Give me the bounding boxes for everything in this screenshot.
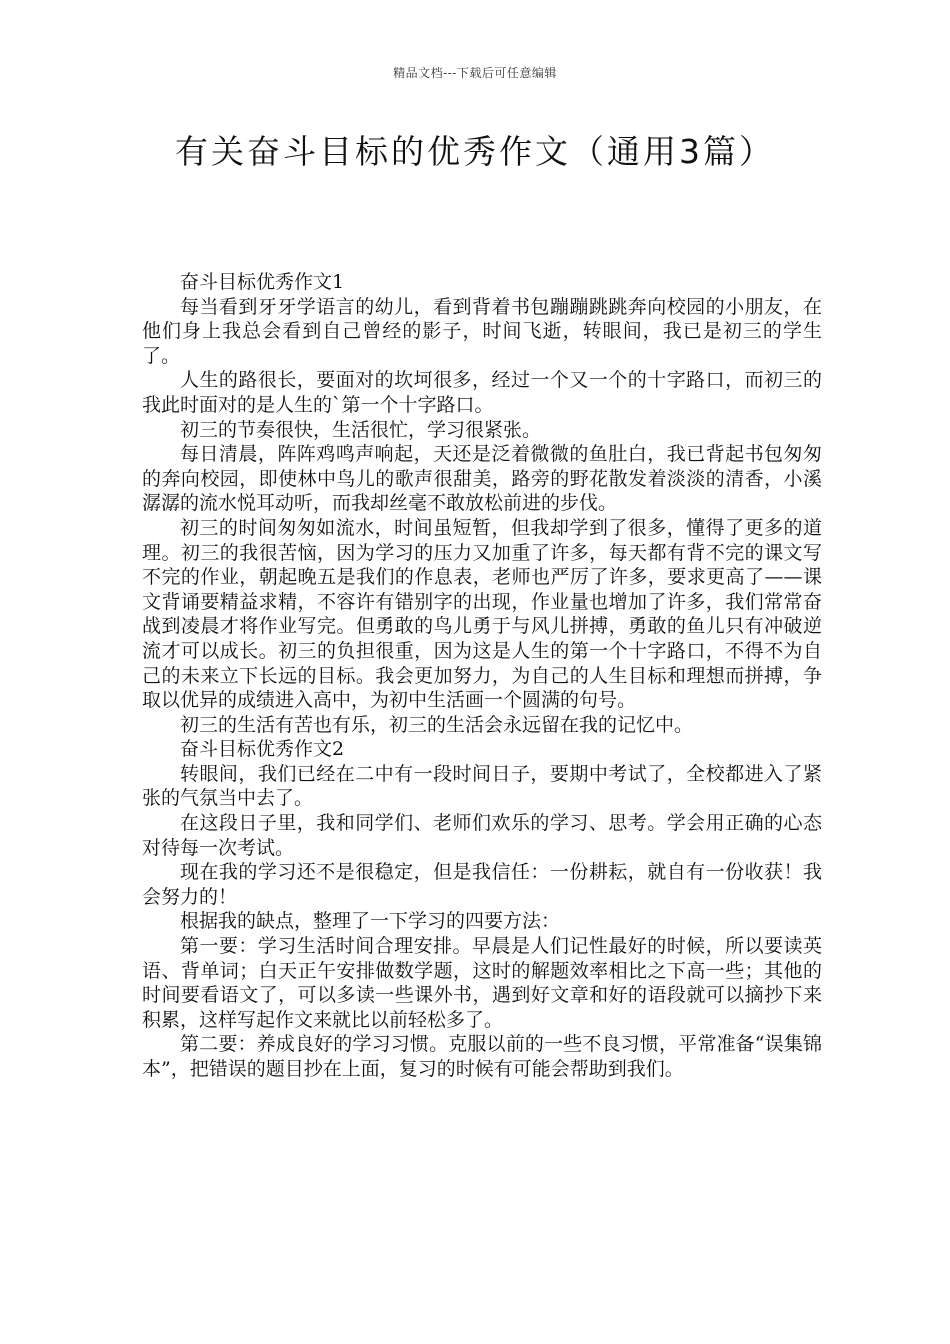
paragraph: 第一要：学习生活时间合理安排。早晨是人们记性最好的时候，所以要读英语、背单词；白天正午安排做数学题，这时的解题效率相比之下高一些；其他的时间要看语文了，可以多读一些课外书，遇到好文章和好的语段就可以摘抄下来积累，这样写起作文来就比以前轻松多了。 [142,935,822,1031]
document-body [142,270,822,1082]
header-note: 精品文档---下载后可任意编辑 [393,66,557,80]
paragraph: 根据我的缺点，整理了一下学习的四要方法： [180,910,561,933]
section-heading-1: 奋斗目标优秀作文1 [180,271,345,293]
paragraph: 每日清晨，阵阵鸡鸣声响起，天还是泛着微微的鱼肚白，我已背起书包匆匆的奔向校园，即使林中鸟儿的歌声很甜美，路旁的野花散发着淡淡的清香，小溪潺潺的流水悦耳动听，而我却丝毫不敢放松前进的步伐。 [142,443,822,515]
section-heading-2: 奋斗目标优秀作文2 [180,738,345,761]
paragraph: 现在我的学习还不是很稳定，但是我信任：一份耕耘，就自有一份收获！我会努力的！ [142,861,822,908]
paragraph: 初三的生活有苦也有乐，初三的生活会永远留在我的记忆中。 [180,713,694,736]
paragraph: 初三的时间匆匆如流水，时间虽短暂，但我却学到了很多，懂得了更多的道理。初三的我很苦恼，因为学习的压力又加重了许多，每天都有背不完的课文写不完的作业，朝起晚五是我们的作息表，老师也严厉了许多，要求更高了——课文背诵要精益求精，不容许有错别字的出现，作业量也增加了许多，我们常常奋战到凌晨才将作业写完。但勇敢的鸟儿勇于与风儿拼搏，勇敢的鱼儿只有冲破逆流才可以成长。初三的负担很重，因为这是人生的第一个十字路口，不得不为自己的未来立下长远的目标。我会更加努力，为自己的人生目标和理想而拼搏，争取以优异的成绩进入高中，为初中生活画一个圆满的句号。 [142,516,822,712]
paragraph: 人生的路很长，要面对的坎坷很多，经过一个又一个的十字路口，而初三的我此时面对的是人生的`第一个十字路口。 [142,369,822,416]
page-title: 有关奋斗目标的优秀作文（通用3篇） [175,132,775,171]
paragraph: 转眼间，我们已经在二中有一段时间日子，要期中考试了，全校都进入了紧张的气氛当中去了。 [142,762,822,810]
paragraph: 每当看到牙牙学语言的幼儿，看到背着书包蹦蹦跳跳奔向校园的小朋友，在他们身上我总会看到自己曾经的影子，时间飞逝，转眼间，我已是初三的学生了。 [142,295,822,367]
paragraph: 在这段日子里，我和同学们、老师们欢乐的学习、思考。学会用正确的心态对待每一次考试。 [142,812,822,859]
paragraph: 第二要：养成良好的学习习惯。克服以前的一些不良习惯，平常准备“误集锦本”，把错误的题目抄在上面，复习的时候有可能会帮助到我们。 [142,1033,822,1080]
paragraph: 初三的节奏很快，生活很忙，学习很紧张。 [180,418,542,441]
